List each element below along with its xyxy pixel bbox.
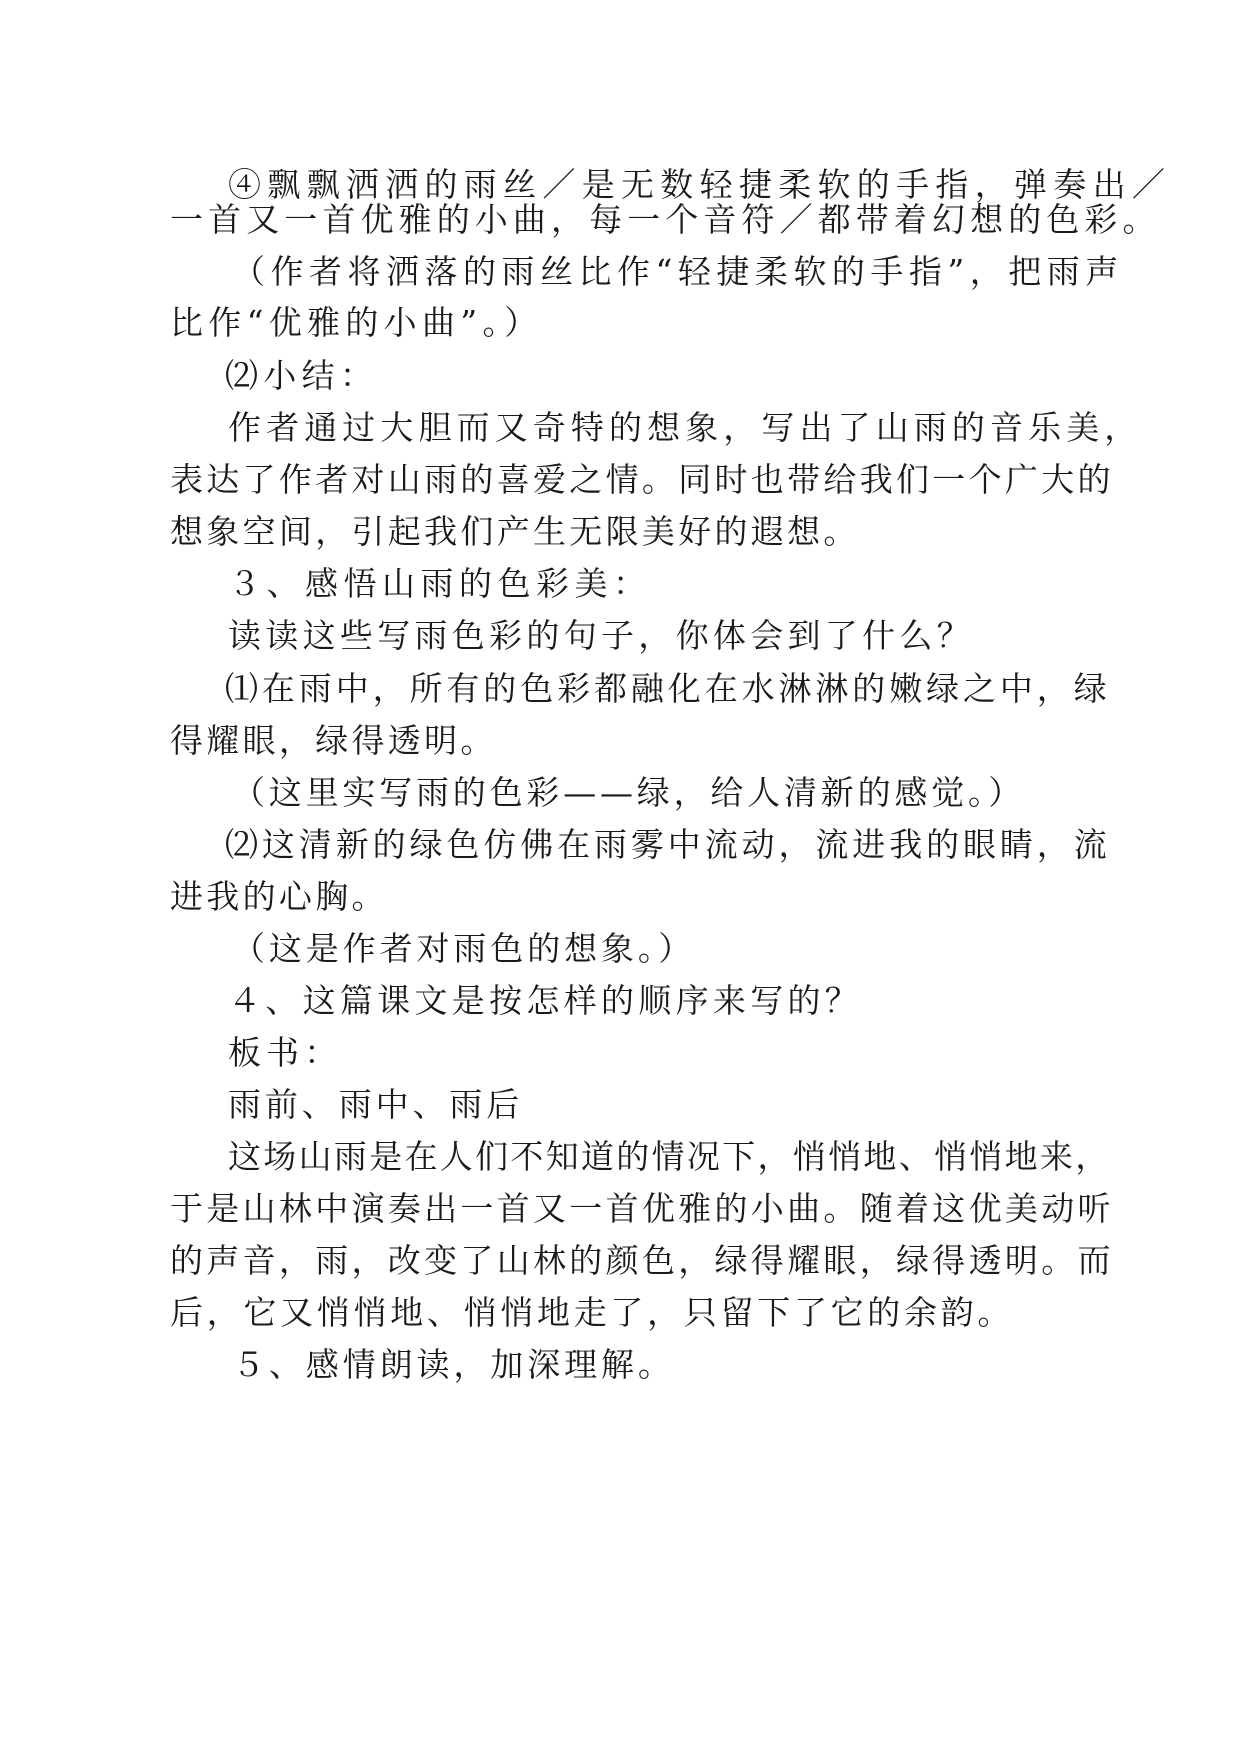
text-line	[0, 408, 1241, 448]
line-text: 一首又一首优雅的小曲，每一个音符／都带着幻想的色彩。	[170, 200, 1161, 239]
text-line	[0, 616, 1241, 656]
text-line	[0, 252, 1241, 292]
text-line	[0, 165, 1241, 205]
line-text: 想象空间，引起我们产生无限美好的遐想。	[170, 512, 860, 551]
text-line	[0, 877, 1241, 917]
text-line	[0, 460, 1241, 500]
line-text: 雨前、雨中、雨后	[228, 1085, 524, 1124]
line-text: ５、感情朗读，加深理解。	[232, 1345, 675, 1384]
text-line	[0, 303, 1241, 343]
text-line	[0, 981, 1241, 1021]
line-text: 表达了作者对山雨的喜爱之情。同时也带给我们一个广大的	[170, 460, 1114, 499]
line-text: 比作“优雅的小曲”。）	[170, 303, 543, 342]
line-text: 得耀眼，绿得透明。	[170, 721, 497, 760]
line-text: 这场山雨是在人们不知道的情况下，悄悄地、悄悄地来，	[228, 1137, 1111, 1176]
line-text: 板书：	[228, 1033, 343, 1072]
line-text: ⑵小结：	[225, 356, 379, 395]
text-line	[0, 564, 1241, 604]
text-line	[0, 200, 1241, 240]
line-text: 于是山林中演奏出一首又一首优雅的小曲。随着这优美动听	[170, 1189, 1114, 1228]
line-text: （这里实写雨的色彩——绿，给人清新的感觉。）	[232, 773, 1026, 812]
text-line	[0, 773, 1241, 813]
text-line	[0, 512, 1241, 552]
line-text: ⑵这清新的绿色仿佛在雨雾中流动，流进我的眼睛，流	[225, 825, 1111, 864]
line-text: （作者将洒落的雨丝比作“轻捷柔软的手指”，把雨声	[232, 252, 1124, 291]
text-line	[0, 1345, 1241, 1385]
text-line	[0, 356, 1241, 396]
line-text: （这是作者对雨色的想象。）	[232, 929, 696, 968]
line-text: 后，它又悄悄地、悄悄地走了，只留下了它的余韵。	[170, 1293, 1015, 1332]
text-line	[0, 825, 1241, 865]
text-line	[0, 1241, 1241, 1281]
line-text: ３、感悟山雨的色彩美：	[228, 564, 652, 603]
line-text: 作者通过大胆而又奇特的想象，写出了山雨的音乐美，	[228, 408, 1143, 447]
line-text: ⑴在雨中，所有的色彩都融化在水淋淋的嫩绿之中，绿	[225, 669, 1111, 708]
text-line	[0, 929, 1241, 969]
text-line	[0, 1293, 1241, 1333]
text-line	[0, 1137, 1241, 1177]
text-line	[0, 669, 1241, 709]
line-text: ④飘飘洒洒的雨丝／是无数轻捷柔软的手指，弹奏出／	[228, 165, 1172, 204]
line-text: 读读这些写雨色彩的句子，你体会到了什么？	[228, 616, 974, 655]
line-text: 进我的心胸。	[170, 877, 388, 916]
line-text: ４、这篇课文是按怎样的顺序来写的？	[228, 981, 863, 1020]
text-line	[0, 1033, 1241, 1073]
line-text: 的声音，雨，改变了山林的颜色，绿得耀眼，绿得透明。而	[170, 1241, 1114, 1280]
text-line	[0, 1189, 1241, 1229]
text-line	[0, 1085, 1241, 1125]
text-line	[0, 721, 1241, 761]
